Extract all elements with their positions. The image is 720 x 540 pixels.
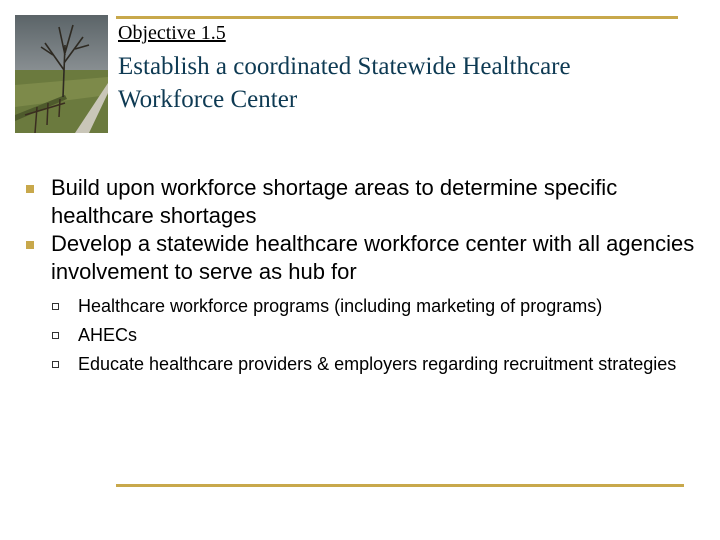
hollow-square-bullet-icon: [52, 361, 59, 368]
square-bullet-icon: [26, 241, 34, 249]
sub-bullet-text: AHECs: [78, 325, 138, 345]
hollow-square-bullet-icon: [52, 303, 59, 310]
hollow-square-bullet-icon: [52, 332, 59, 339]
bullet-list: [24, 174, 704, 381]
bullet-text: Develop a statewide healthcare workforce center with all agencies involvement to serve as hub for: [51, 231, 695, 284]
sub-bullet-text: Healthcare workforce programs (including marketing of programs): [78, 296, 603, 316]
square-bullet-icon: [26, 185, 34, 193]
bullet-item: [24, 230, 704, 376]
sub-bullet-item: [51, 294, 704, 318]
bullet-item: [24, 174, 704, 230]
landscape-photo-icon: [15, 15, 108, 133]
bottom-divider: [116, 484, 684, 487]
sub-bullet-item: [51, 352, 704, 376]
sub-bullet-list: [51, 294, 704, 376]
slide-title: Establish a coordinated Statewide Healthcare Workforce Center: [118, 53, 571, 113]
sub-bullet-item: [51, 323, 704, 347]
top-divider: [116, 16, 678, 19]
bullet-text: Build upon workforce shortage areas to determine specific healthcare shortages: [51, 175, 618, 228]
sub-bullet-text: Educate healthcare providers & employers regarding recruitment strategies: [78, 354, 677, 374]
objective-label: Objective 1.5: [118, 22, 226, 44]
